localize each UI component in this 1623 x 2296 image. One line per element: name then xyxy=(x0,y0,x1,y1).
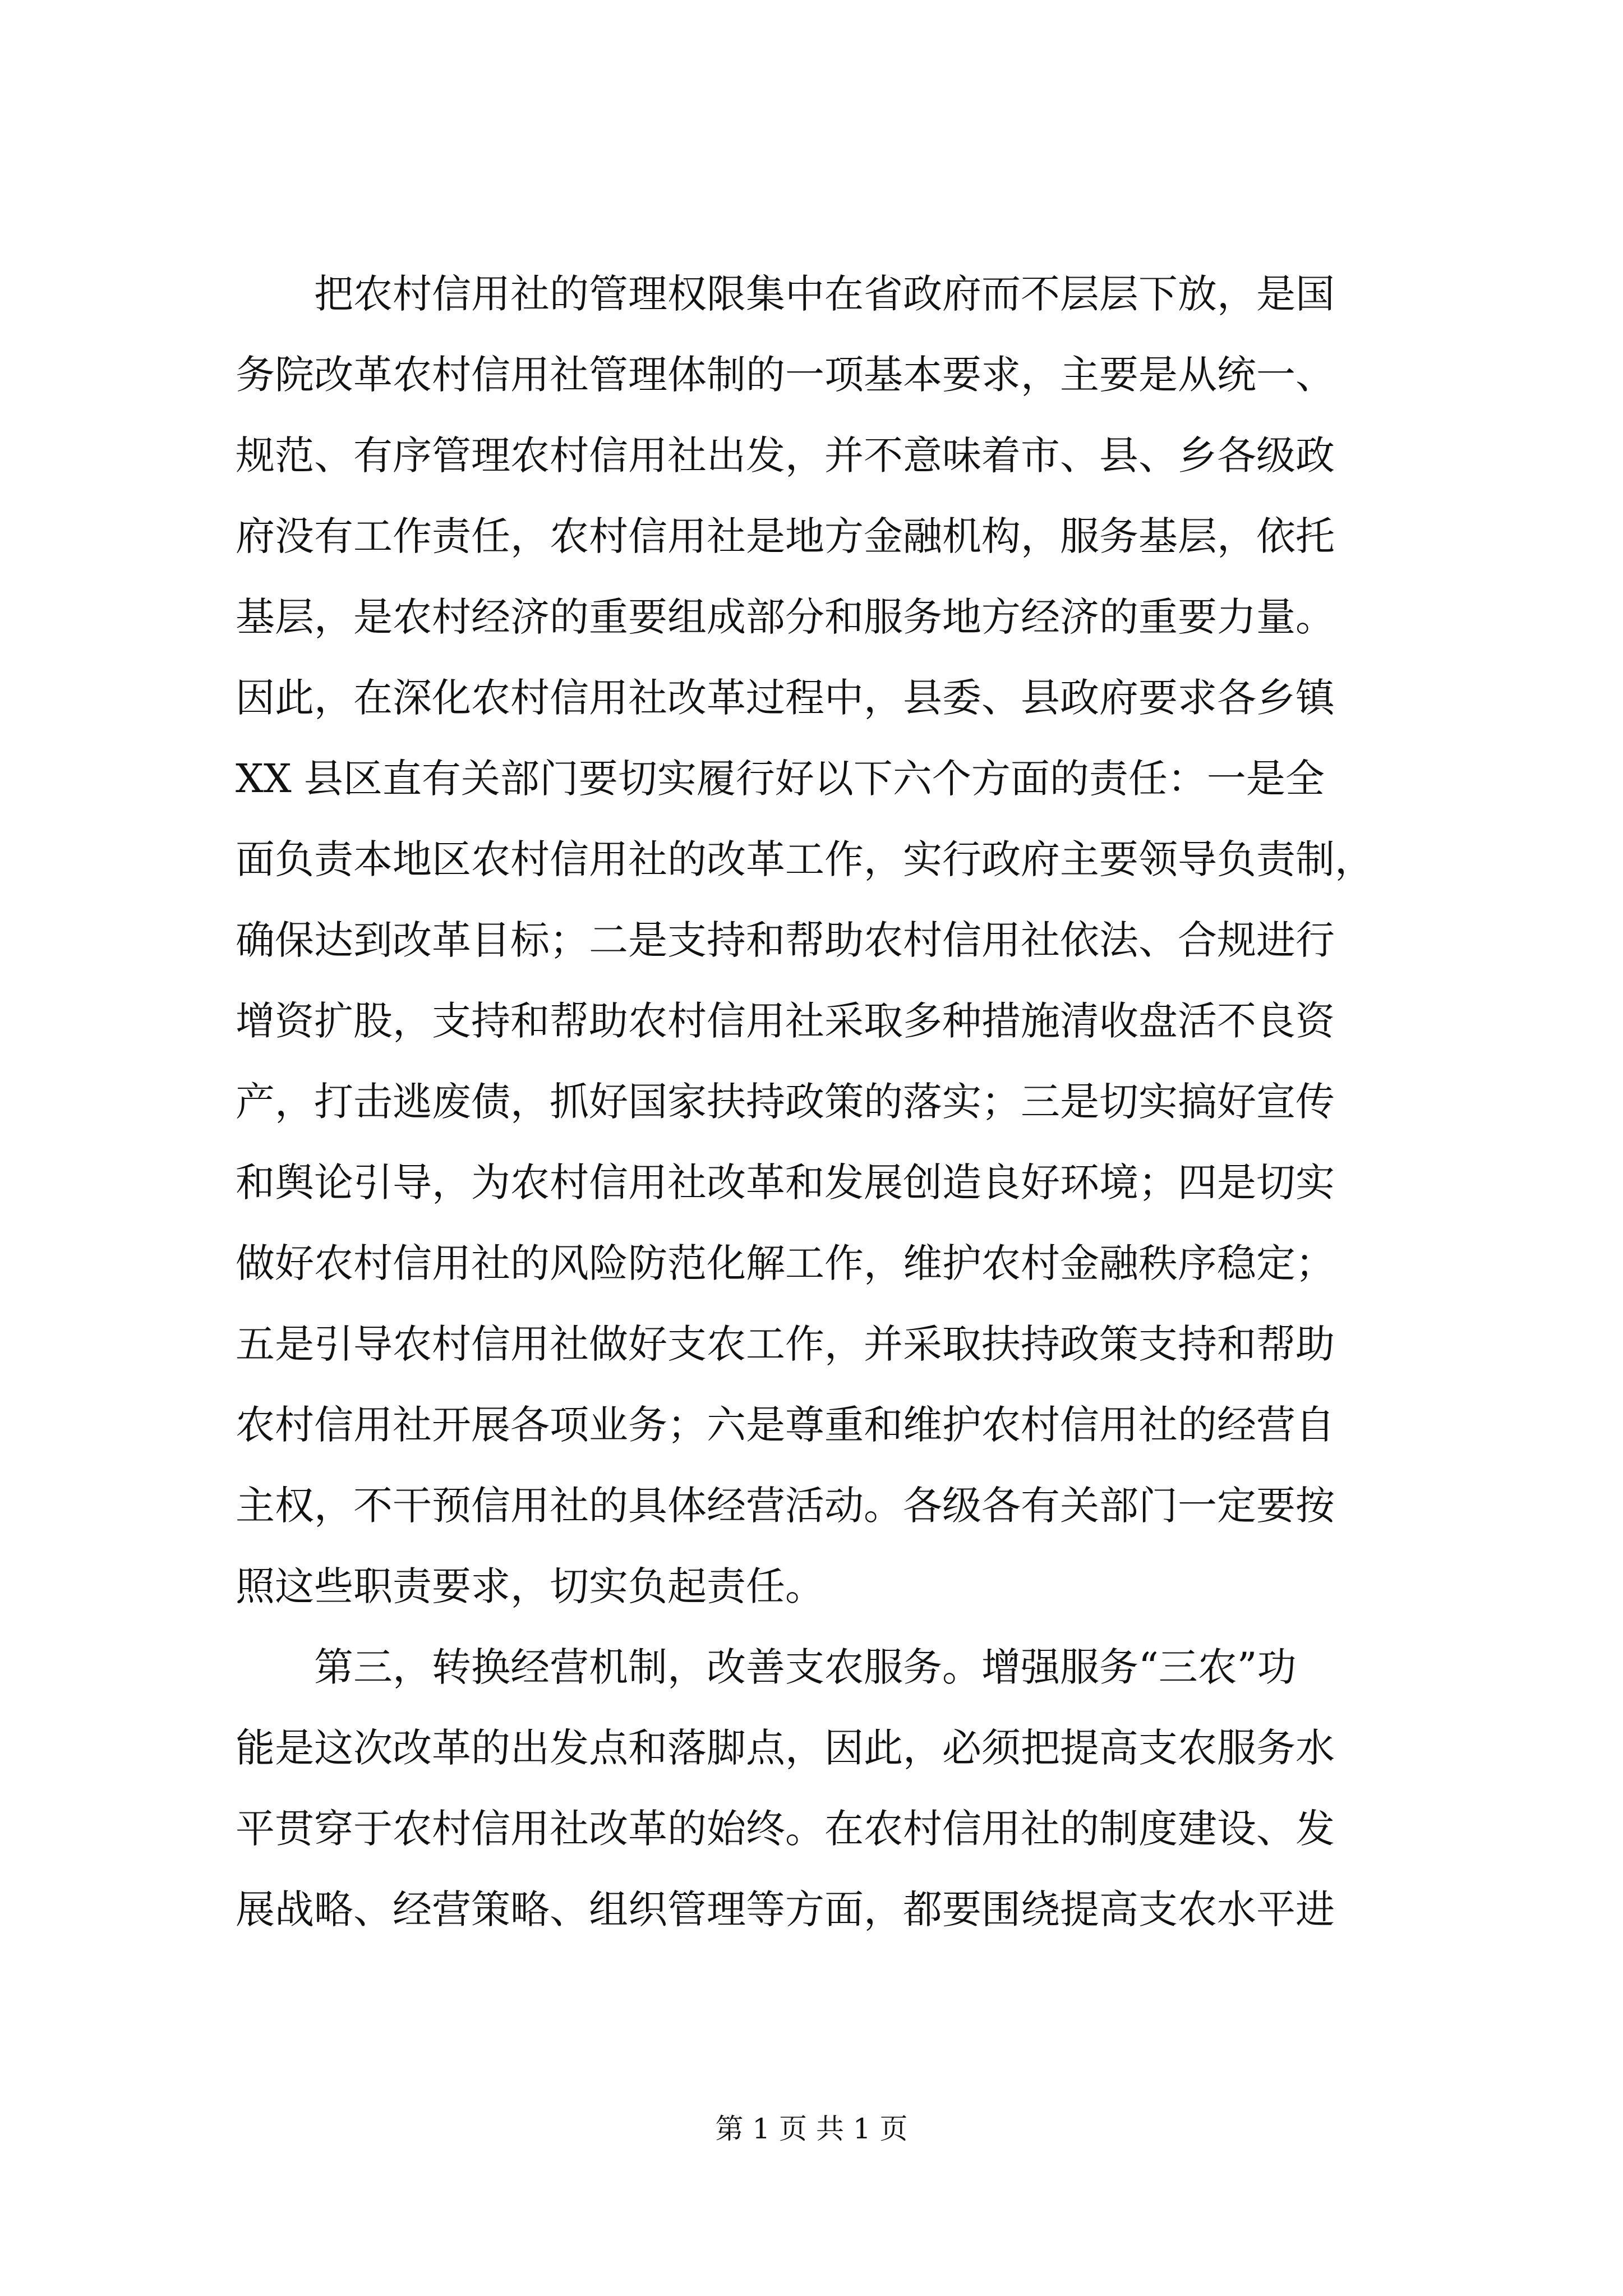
text-line: 务院改革农村信用社管理体制的一项基本要求，主要是从统一、 xyxy=(236,352,1335,398)
text-line: 第三，转换经营机制，改善支农服务。增强服务“三农”功 xyxy=(314,1644,1297,1690)
text-line: 面负责本地区农村信用社的改革工作，实行政府主要领导负责制， xyxy=(236,836,1374,882)
paragraph-2 xyxy=(236,1627,1408,1950)
text-line: 和舆论引导，为农村信用社改革和发展创造良好环境；四是切实 xyxy=(236,1159,1335,1205)
text-line: 能是这次改革的出发点和落脚点，因此，必须把提高支农服务水 xyxy=(236,1725,1335,1771)
text-line: 主权，不干预信用社的具体经营活动。各级各有关部门一定要按 xyxy=(236,1483,1335,1529)
text-line: 农村信用社开展各项业务；六是尊重和维护农村信用社的经营自 xyxy=(236,1402,1335,1448)
text-line: XX 县区直有关部门要切实履行好以下六个方面的责任：一是全 xyxy=(236,756,1325,802)
page-footer xyxy=(0,2109,1623,2148)
text-line: 展战略、经营策略、组织管理等方面，都要围绕提高支农水平进 xyxy=(236,1887,1335,1932)
paragraph-1 xyxy=(236,254,1408,1627)
text-line: 产，打击逃废债，抓好国家扶持政策的落实；三是切实搞好宣传 xyxy=(236,1079,1335,1125)
page-indicator: 第 1 页 共 1 页 xyxy=(715,2113,908,2145)
text-line: 确保达到改革目标；二是支持和帮助农村信用社依法、合规进行 xyxy=(236,917,1335,963)
text-line: 增资扩股，支持和帮助农村信用社采取多种措施清收盘活不良资 xyxy=(236,998,1335,1044)
text-line: 基层，是农村经济的重要组成部分和服务地方经济的重要力量。 xyxy=(236,594,1335,640)
text-line: 做好农村信用社的风险防范化解工作，维护农村金融秩序稳定； xyxy=(236,1240,1335,1286)
text-line: 五是引导农村信用社做好支农工作，并采取扶持政策支持和帮助 xyxy=(236,1321,1335,1367)
text-line: 平贯穿于农村信用社改革的始终。在农村信用社的制度建设、发 xyxy=(236,1806,1335,1852)
text-line: 照这些职责要求，切实负起责任。 xyxy=(236,1563,824,1609)
text-line: 府没有工作责任，农村信用社是地方金融机构，服务基层，依托 xyxy=(236,513,1335,559)
document-body xyxy=(236,254,1408,1950)
text-line: 规范、有序管理农村信用社出发，并不意味着市、县、乡各级政 xyxy=(236,432,1335,478)
text-line: 把农村信用社的管理权限集中在省政府而不层层下放，是国 xyxy=(314,271,1335,317)
text-line: 因此，在深化农村信用社改革过程中，县委、县政府要求各乡镇 xyxy=(236,675,1335,721)
